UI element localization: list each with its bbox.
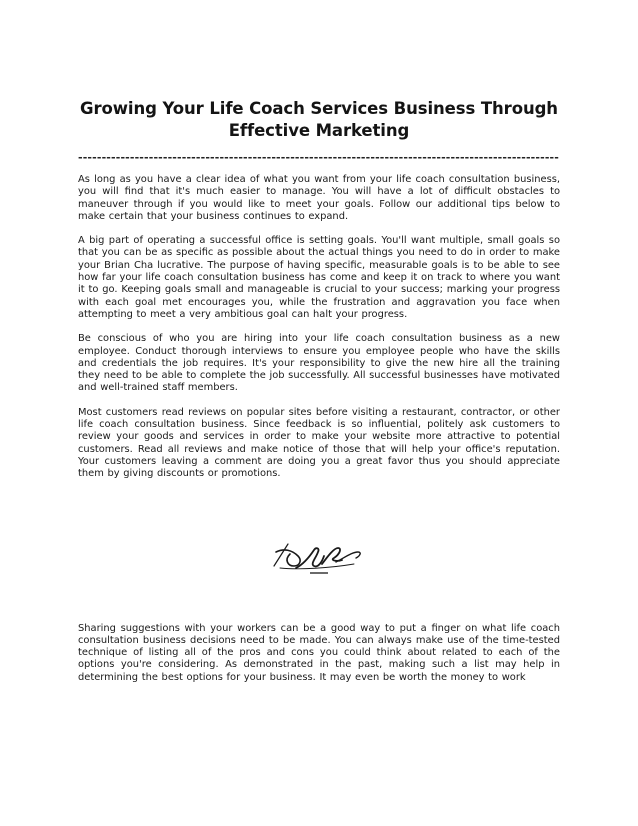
paragraph-2: A big part of operating a successful office is setting goals. You'll want multiple, small goals so that you can be as specific as possible about the actual things you need to do in order to make your Brian Cha lucrative. The purpose of having specific, measurable goals is to be able to see how far your life coach consultation business has come and keep it on track to where you want it to go. Keeping goals small and manageable is crucial to your success; marking your progress with each goal met encourages you, while the frustration and aggravation you face when attempting to meet a very ambitious goal can halt your progress. (78, 235, 560, 320)
title-line-1: Growing Your Life Coach Services Business Through (80, 99, 558, 118)
paragraph-3: Be conscious of who you are hiring into your life coach consultation business as a new employee. Conduct thorough interviews to ensure you employee people who have the skills and credentials the job requires. It's your responsibility to give the new hire all the training they need to be able to complete the job successfully. All successful businesses have motivated and well-trained staff members. (78, 333, 561, 394)
title-divider: ------------------------------------------------------------------------------------------------------ (78, 151, 559, 164)
paragraph-4: Most customers read reviews on popular sites before visiting a restaurant, contractor, or other life coach consultation business. Since feedback is so influential, politely ask customers to review your goods and services in order to make your website more attractive to potential customers. Read all reviews and make notice of those that will help your office's reputation. Your customers leaving a comment are doing you a great favor thus you should appreciate them by giving discounts or promotions. (78, 406, 560, 480)
paragraph-1: As long as you have a clear idea of what you want from your life coach consultation business, you will find that it's much easier to manage. You will have a lot of difficult obstacles to maneuver through if you would like to meet your goals. Follow our additional tips below to make certain that your business continues to expand. (78, 174, 560, 222)
title-line-2: Effective Marketing (228, 121, 410, 140)
document-title (78, 98, 560, 142)
document-page (78, 98, 560, 684)
paragraph-5: Sharing suggestions with your workers can be a good way to put a finger on what life coach consultation business decisions need to be made. You can always make use of the time-tested technique of listing all of the pros and cons you could think about related to each of the options you're considering. As demonstrated in the past, making such a list may help in determining the best options for your business. It may even be worth the money to work (78, 622, 560, 683)
signature-figure (78, 481, 560, 623)
signature-logo (270, 538, 366, 578)
